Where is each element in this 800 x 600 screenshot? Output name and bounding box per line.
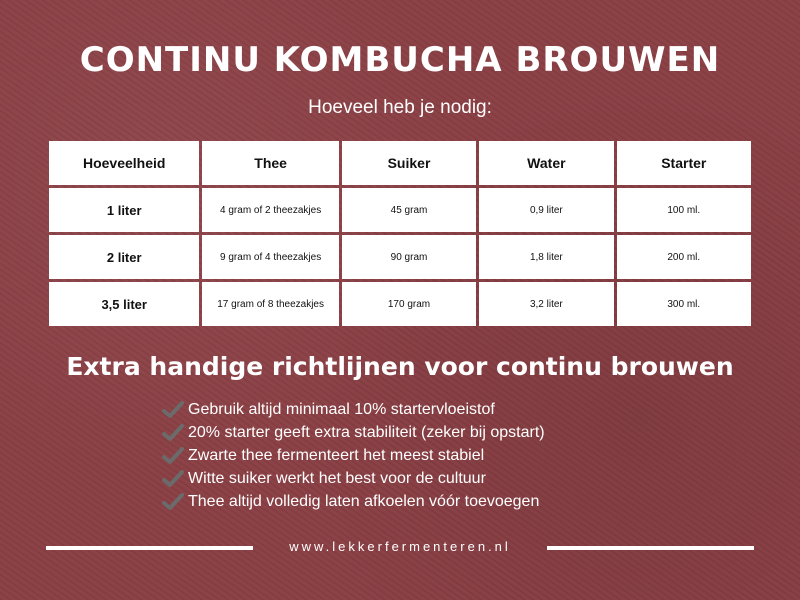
footer-divider-right [547,546,754,550]
check-mark-icon [162,424,184,442]
table-header-row [49,141,751,185]
column-header-starter: Starter [617,141,751,185]
list-item [162,467,545,490]
table-row [49,235,751,279]
quantities-table [46,138,754,329]
check-mark-icon [162,447,184,465]
check-mark-icon [162,493,184,511]
table-cell: 170 gram [342,282,476,326]
guidelines-list [162,398,545,513]
footer [46,538,754,560]
table-cell: 45 gram [342,188,476,232]
subtitle: Hoeveel heb je nodig: [308,97,492,118]
column-header-suiker: Suiker [342,141,476,185]
check-mark-icon [162,401,184,419]
table-cell: 9 gram of 4 theezakjes [202,235,338,279]
column-header-thee: Thee [202,141,338,185]
table-cell: 0,9 liter [479,188,613,232]
guideline-text: Thee altijd volledig laten afkoelen vóór toevoegen [188,492,540,510]
check-mark-icon [162,470,184,488]
table-cell: 100 ml. [617,188,751,232]
list-item [162,490,545,513]
guideline-text: 20% starter geeft extra stabiliteit (zeker bij opstart) [188,423,545,441]
table-cell: 1 liter [49,188,199,232]
guidelines-title: Extra handige richtlijnen voor continu brouwen [66,352,734,381]
list-item [162,421,545,444]
guideline-text: Gebruik altijd minimaal 10% startervloeistof [188,400,495,418]
table-cell: 300 ml. [617,282,751,326]
table-cell: 1,8 liter [479,235,613,279]
page-title: CONTINU KOMBUCHA BROUWEN [79,40,721,80]
guideline-text: Zwarte thee fermenteert het meest stabiel [188,446,485,464]
column-header-hoeveelheid: Hoeveelheid [49,141,199,185]
list-item [162,444,545,467]
table-cell: 200 ml. [617,235,751,279]
table-row [49,188,751,232]
column-header-water: Water [479,141,613,185]
table-cell: 4 gram of 2 theezakjes [202,188,338,232]
table-cell: 17 gram of 8 theezakjes [202,282,338,326]
table-row [49,282,751,326]
table-cell: 90 gram [342,235,476,279]
list-item [162,398,545,421]
footer-divider-left [46,546,253,550]
table-cell: 2 liter [49,235,199,279]
table-cell: 3,5 liter [49,282,199,326]
guideline-text: Witte suiker werkt het best voor de cultuur [188,469,486,487]
website-url: www.lekkerfermenteren.nl [289,539,511,554]
table-cell: 3,2 liter [479,282,613,326]
